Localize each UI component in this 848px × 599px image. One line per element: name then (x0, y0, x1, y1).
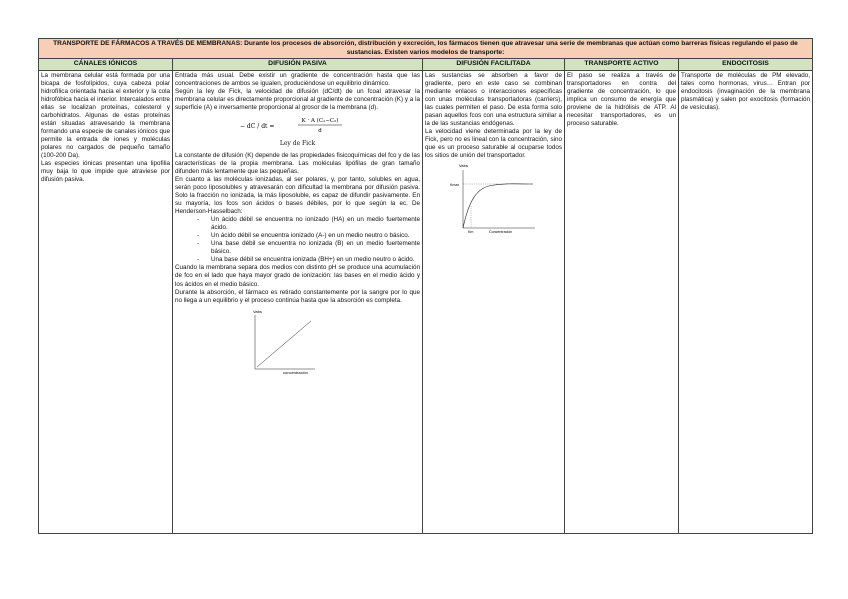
table-title: TRANSPORTE DE FÁRMACOS A TRAVÉS DE MEMBRANAS: Durante los procesos de absorción, distribución y excreción, los fármacos tienen que atravesar una serie de membranas que actúan como barreras físicas regulando el paso de sustancias. Existen varios modelos de transporte: (39, 39, 813, 59)
cell-canales-ionicos (39, 70, 173, 533)
document (38, 38, 812, 534)
header-difusion-facilitada: DIFUSIÓN FACILITADA (423, 59, 565, 71)
saturation-graph (425, 160, 561, 236)
formula-denominator: d (317, 128, 322, 135)
transport-table (38, 38, 813, 534)
endocitosis-paragraph-1: Transporte de moléculas de PM elevado, tales como hormonas, virus… Entran por endocitosis (invaginación de la membrana plasmática) y salen por exocitosis (formación de vesículas). (681, 71, 810, 111)
list-item: - Una base débil se encuentra no ionizada (B) en un medio fuertemente básico. (211, 240, 420, 256)
pasiva-paragraph-2: Según la ley de Fick, la velocidad de difusión (dC/dt) de un fcoal atravesar la membrana celular es directamente proporcional al gradiente de concentración (K) y a la superficie (A) e inversamente proporcional al grosor de la membrana (d). (175, 87, 420, 111)
formula-lhs: − dC / dt = (239, 123, 274, 131)
canales-paragraph-2: Las especies iónicas presentan una lipofilia muy baja lo que impide que atraviese por difusión pasiva. (41, 160, 170, 184)
list-item: - Un ácido débil se encuentra ionizado (A-) en un medio neutro o básico. (211, 232, 420, 240)
pasiva-paragraph-6: Durante la absorción, el fármaco es retirado constantemente por la sangre por lo que no llega a un equilibrio y el proceso continúa hasta que la absorción es completa. (175, 288, 420, 304)
facilitada-paragraph-2: La velocidad viene determinada por la ley de Fick, pero no es lineal con la concentración, sino que es un proceso saturable al ocuparse todos los sitios de unión del transportador. (425, 128, 562, 160)
header-difusion-pasiva: DIFUSIÓN PASIVA (173, 59, 423, 71)
linear-graph-line (257, 321, 311, 367)
saturation-graph-kmax: Kmax (450, 183, 460, 188)
fick-formula-graphic (238, 115, 358, 135)
henderson-list (175, 216, 420, 264)
cell-endocitosis (679, 70, 813, 533)
cell-difusion-facilitada (423, 70, 565, 533)
saturation-graph-y-label: Vabs (459, 163, 468, 169)
linear-absorption-graph (175, 305, 421, 375)
pasiva-paragraph-3: La constante de difusión (K) depende de las propiedades fisicoquímicas del fco y de las características de la propia membrana. Las moléculas lipófilas de gran tamaño difunden más lentamente que las pequeñas. (175, 151, 420, 175)
canales-paragraph-1: La membrana celular está formada por una bicapa de fosfolípidos, cuya cabeza polar hidrofílica orientada hacia el exterior y la cola hidrofóbica hacia el interior. Intercalados entre ellas se localizan proteínas, colesterol y carbohidratos. Algunas de estas proteínas están situadas atravesando la membrana formando una especie de canales iónicos que permite la entrada de iones y moléculas polares no cargados de pequeño tamaño (100-200 Da). (41, 71, 170, 160)
list-item: - Una base débil se encuentra ionizada (BH+) en un medio neutro o ácido. (211, 256, 420, 264)
saturation-graph-x-label: Concentración (489, 230, 513, 235)
pasiva-paragraph-5: Cuando la membrana separa dos medios con distinto pH se produce una acumulación de fco en el lado que haya mayor grado de ionización: las bases en el medio ácido y los ácidos en el medio básico. (175, 264, 420, 288)
fick-caption: Ley de Fick (279, 140, 316, 148)
list-item: - Un ácido débil se encuentra no ionizado (HA) en un medio fuertemente ácido. (211, 216, 420, 232)
header-canales-ionicos: CÁNALES IÓNICOS (39, 59, 173, 71)
pasiva-paragraph-4: En cuanto a las moléculas ionizadas, al ser polares, y, por tanto, solubles en agua, serán poco liposolubles y atravesarán con dificultad la membrana por difusión pasiva. Solo la fracción no ionizada, la más liposoluble, es capaz de difundir pasivamente. En su mayoría, los fcos son ácidos o bases débiles, por lo que según la ec. De Henderson-Hasselbach: (175, 175, 420, 216)
facilitada-paragraph-1: Las sustancias se absorben a favor de gradiente, pero en este caso se combinan mediante enlaces o interacciones específicas con unas moléculas transportadoras (carriers), las cuales permiten el paso. De esta forma solo pasan aquellos fcos con una estructura similar a la de las sustancias endógenas. (425, 71, 562, 128)
header-transporte-activo: TRANSPORTE ACTIVO (565, 59, 679, 71)
linear-graph-y-label: Vabs (253, 308, 262, 314)
activo-paragraph-1: El paso se realiza a través de transportadores en contra del gradiente de concentración, lo que implica un consumo de energía que proviene de la hidrólisis de ATP. Al necesitar transportadores, es un proceso saturable. (567, 71, 676, 128)
saturation-graph-km: Km (468, 230, 474, 235)
formula-numerator: K · A (C₁−C₂) (301, 118, 338, 125)
fick-formula (175, 115, 420, 138)
saturation-graph-curve (463, 184, 533, 228)
pasiva-paragraph-1: Entrada más usual. Debe existir un gradiente de concentración hasta que las concentraciones de ambos se igualen, produciéndose un equilibrio dinámico. (175, 71, 420, 87)
cell-transporte-activo (565, 70, 679, 533)
header-endocitosis: ENDOCITOSIS (679, 59, 813, 71)
linear-graph-x-label: concentración (283, 369, 308, 375)
cell-difusion-pasiva (173, 70, 423, 533)
